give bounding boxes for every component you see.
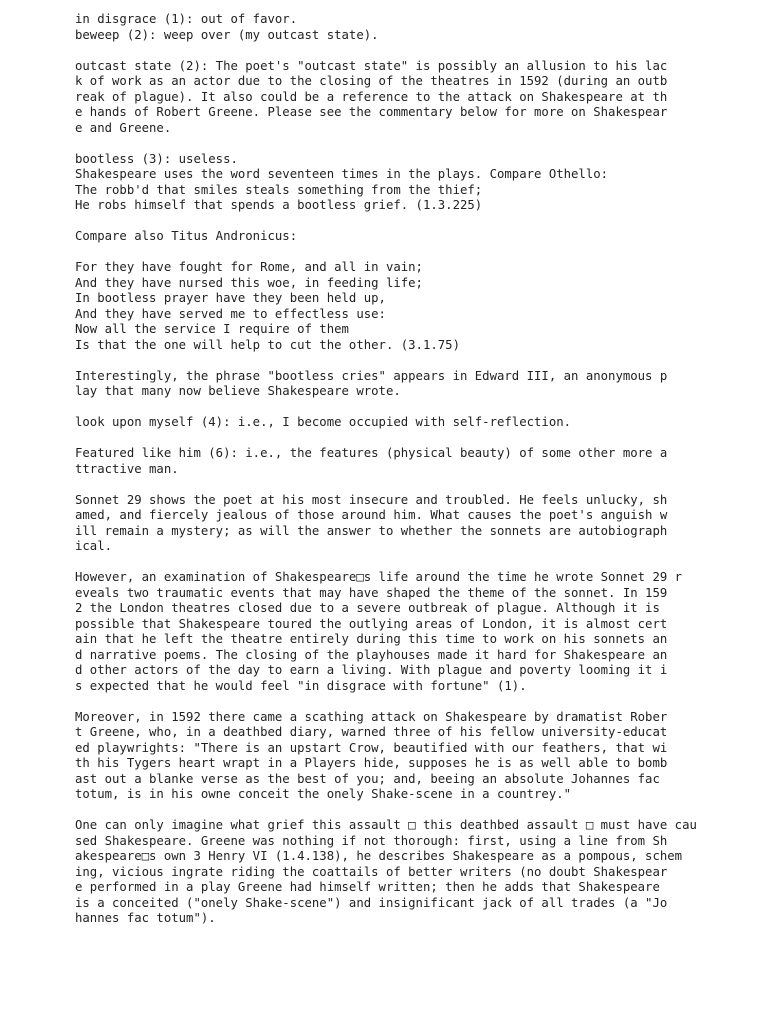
- text-line: Sonnet 29 shows the poet at his most insecure and troubled. He feels unlucky, sh: [75, 492, 668, 507]
- text-line: possible that Shakespeare toured the outlying areas of London, it is almost cert: [75, 616, 668, 631]
- text-line: totum, is in his owne conceit the onely Shake-scene in a countrey.": [75, 787, 572, 801]
- text-line: e hands of Robert Greene. Please see the commentary below for more on Shakespear: [75, 105, 668, 119]
- paragraph: [75, 710, 735, 803]
- paragraph: [75, 260, 735, 353]
- text-line: ill remain a mystery; as will the answer to whether the sonnets are autobiograph: [75, 523, 668, 538]
- text-line: For they have fought for Rome, and all in vain;: [75, 260, 423, 274]
- text-line: beweep (2): weep over (my outcast state).: [75, 27, 379, 42]
- paragraph: [75, 59, 735, 137]
- text-line: One can only imagine what grief this assault □ this deathbed assault □ must have cau: [75, 818, 697, 832]
- paragraph: [75, 818, 735, 927]
- text-line: bootless (3): useless.: [75, 151, 238, 166]
- text-line: ast out a blanke verse as the best of you; and, beeing an absolute Johannes fac: [75, 771, 660, 786]
- text-line: He robs himself that spends a bootless grief. (1.3.225): [75, 198, 483, 212]
- text-line: And they have nursed this woe, in feeding life;: [75, 275, 423, 290]
- text-line: d narrative poems. The closing of the playhouses made it hard for Shakespeare an: [75, 647, 668, 662]
- text-line: d other actors of the day to earn a living. With plague and poverty looming it i: [75, 663, 668, 677]
- document-page: [75, 12, 735, 942]
- paragraph: [75, 152, 735, 214]
- text-line: The robb'd that smiles steals something from the thief;: [75, 182, 483, 197]
- text-line: s expected that he would feel "in disgrace with fortune" (1).: [75, 678, 527, 693]
- paragraph: [75, 12, 735, 43]
- text-line: is a conceited ("onely Shake-scene") and insignificant jack of all trades (a "Jo: [75, 895, 668, 910]
- text-line: outcast state (2): The poet's "outcast state" is possibly an allusion to his lac: [75, 58, 668, 73]
- text-line: In bootless prayer have they been held up,: [75, 291, 386, 305]
- text-line: in disgrace (1): out of favor.: [75, 12, 298, 26]
- paragraph: [75, 493, 735, 555]
- paragraph: [75, 229, 735, 245]
- text-line: ain that he left the theatre entirely during this time to work on his sonnets an: [75, 632, 668, 646]
- text-line: e performed in a play Greene had himself written; then he adds that Shakespeare: [75, 880, 660, 894]
- text-line: k of work as an actor due to the closing of the theatres in 1592 (during an outb: [75, 74, 668, 88]
- paragraph: [75, 570, 735, 694]
- text-line: Compare also Titus Andronicus:: [75, 229, 298, 243]
- text-line: And they have served me to effectless use:: [75, 306, 386, 321]
- text-line: amed, and fiercely jealous of those around him. What causes the poet's anguish w: [75, 508, 668, 522]
- text-line: look upon myself (4): i.e., I become occupied with self-reflection.: [75, 415, 572, 429]
- paragraph: [75, 369, 735, 400]
- text-line: 2 the London theatres closed due to a severe outbreak of plague. Although it is: [75, 601, 660, 615]
- paragraph: [75, 446, 735, 477]
- text-line: ed playwrights: "There is an upstart Crow, beautified with our feathers, that wi: [75, 740, 668, 755]
- text-line: Shakespeare uses the word seventeen times in the plays. Compare Othello:: [75, 167, 609, 181]
- text-line: However, an examination of Shakespeare□s life around the time he wrote Sonnet 29 r: [75, 570, 683, 584]
- text-line: Is that the one will help to cut the other. (3.1.75): [75, 337, 460, 352]
- text-line: akespeare□s own 3 Henry VI (1.4.138), he describes Shakespeare as a pompous, schem: [75, 849, 683, 863]
- text-line: reak of plague). It also could be a reference to the attack on Shakespeare at th: [75, 89, 668, 104]
- text-line: Now all the service I require of them: [75, 322, 349, 336]
- text-line: ttractive man.: [75, 461, 179, 476]
- text-line: sed Shakespeare. Greene was nothing if not thorough: first, using a line from Sh: [75, 833, 668, 848]
- text-line: e and Greene.: [75, 120, 172, 135]
- paragraph: [75, 415, 735, 431]
- text-line: t Greene, who, in a deathbed diary, warned three of his fellow university-educat: [75, 725, 668, 739]
- text-line: hannes fac totum").: [75, 911, 216, 925]
- text-line: Moreover, in 1592 there came a scathing attack on Shakespeare by dramatist Rober: [75, 709, 668, 724]
- text-line: eveals two traumatic events that may have shaped the theme of the sonnet. In 159: [75, 585, 668, 600]
- text-line: lay that many now believe Shakespeare wrote.: [75, 384, 401, 398]
- text-line: th his Tygers heart wrapt in a Players hide, supposes he is as well able to bomb: [75, 756, 668, 770]
- text-line: ical.: [75, 539, 113, 553]
- text-line: Featured like him (6): i.e., the features (physical beauty) of some other more a: [75, 446, 668, 460]
- text-line: Interestingly, the phrase "bootless cries" appears in Edward III, an anonymous p: [75, 368, 668, 383]
- text-line: ing, vicious ingrate riding the coattails of better writers (no doubt Shakespear: [75, 864, 668, 879]
